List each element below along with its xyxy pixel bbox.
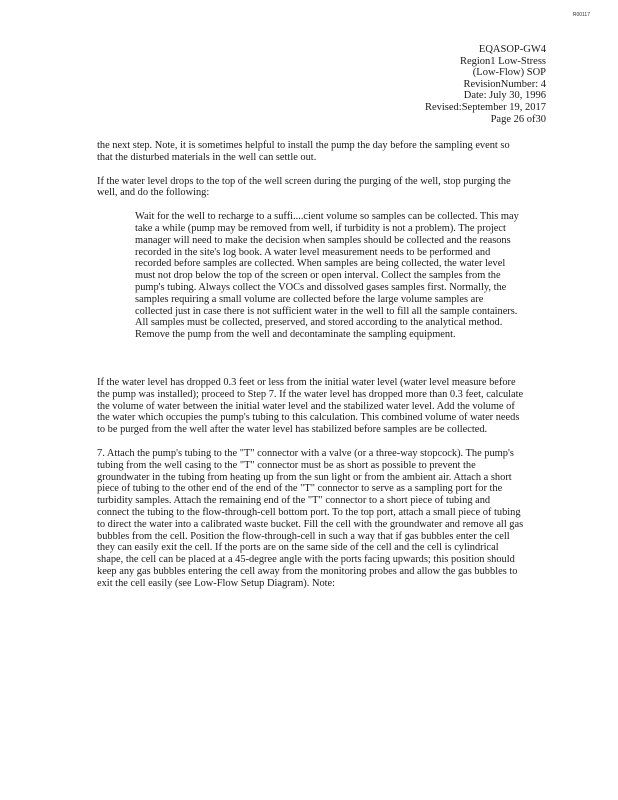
doc-id: EQASOP-GW4 bbox=[478, 44, 546, 55]
document-header bbox=[425, 44, 546, 125]
doc-title-line1: Region1 Low-Stress bbox=[459, 55, 546, 67]
paragraph-water-level-check: If the water level has dropped 0.3 feet or less from the initial water level (water level measure before the pump was installed); proceed to Step 7. If the water level has dropped more than 0.3 feet, calculate the volume of water between the initial water level and the stabilized water level. Add the volume of the water which occupies the pump's tubing to this calculation. This combined volume of water needs to be purged from the well after the water level has stabilized before samples are be collected. bbox=[97, 376, 524, 436]
doc-date: Date: July 30, 1996 bbox=[463, 90, 546, 102]
revised-date: Revised:September 19, 2017 bbox=[424, 101, 546, 113]
doc-title-line2: (Low-Flow) SOP bbox=[472, 67, 546, 79]
paragraph-continuation: the next step. Note, it is sometimes helpful to install the pump the day before the sampling event so that the disturbed materials in the well can settle out. bbox=[97, 140, 510, 163]
revision-number: RevisionNumber: 4 bbox=[463, 78, 546, 90]
paragraph-water-level-drop: If the water level drops to the top of the well screen during the purging of the well, stop purging the well, and do the following: bbox=[97, 175, 511, 199]
paragraph-step-7: 7. Attach the pump's tubing to the "T" connector with a valve (or a three-way stopcock). The pump's tubing from the well casing to the "T" connector must be as short as possible to prevent the groundwater in the tubing from heating up from the sun light or from the ambient air. Attach a short piece of tubing to the other end of the end of the "T" connector to serve as a sampling port for the turbidity samples. Attach the remaining end of the "T" connector to a short piece of tubing and connect the tubing to the flow-through-cell bottom port. To the top port, attach a small piece of tubing to direct the water into a calibrated waste bucket. Fill the cell with the groundwater and remove all gas bubbles from the cell. Position the flow-through-cell in such a way that if gas bubbles enter the cell they can easily exit the cell. If the ports are on the same side of the cell and the cell is cylindrical shape, the cell can be placed at a 45-degree angle with the ports facing upwards; this position should keep any gas bubbles entering the cell away from the monitoring probes and allow the gas bubbles to exit the cell easily (see Low-Flow Setup Diagram). Note: bbox=[97, 447, 524, 589]
paragraph-recharge-instructions: Wait for the well to recharge to a suffi....cient volume so samples can be collected. This may take a while (pump may be removed from well, if turbidity is not a problem). The project manager will need to make the decision when samples should be collected and the reasons recorded in the site's log book. A water level measurement needs to be performed and recorded before samples are collected. When samples are being collected, the water level must not drop below the top of the screen or open interval. Collect the samples from the pump's tubing. Always collect the VOCs and dissolved gases samples first. Normally, the samples requiring a small volume are collected before the large volume samples are collected just in case there is not sufficient water in the well to fill all the sample containers. All samples must be collected, preserved, and stored according to the analytical method. Remove the pump from the well and decontaminate the sampling equipment. bbox=[135, 211, 519, 341]
document-body bbox=[97, 140, 525, 602]
page-number: Page 26 of30 bbox=[490, 113, 546, 125]
page-stamp: R00117 bbox=[572, 12, 590, 18]
